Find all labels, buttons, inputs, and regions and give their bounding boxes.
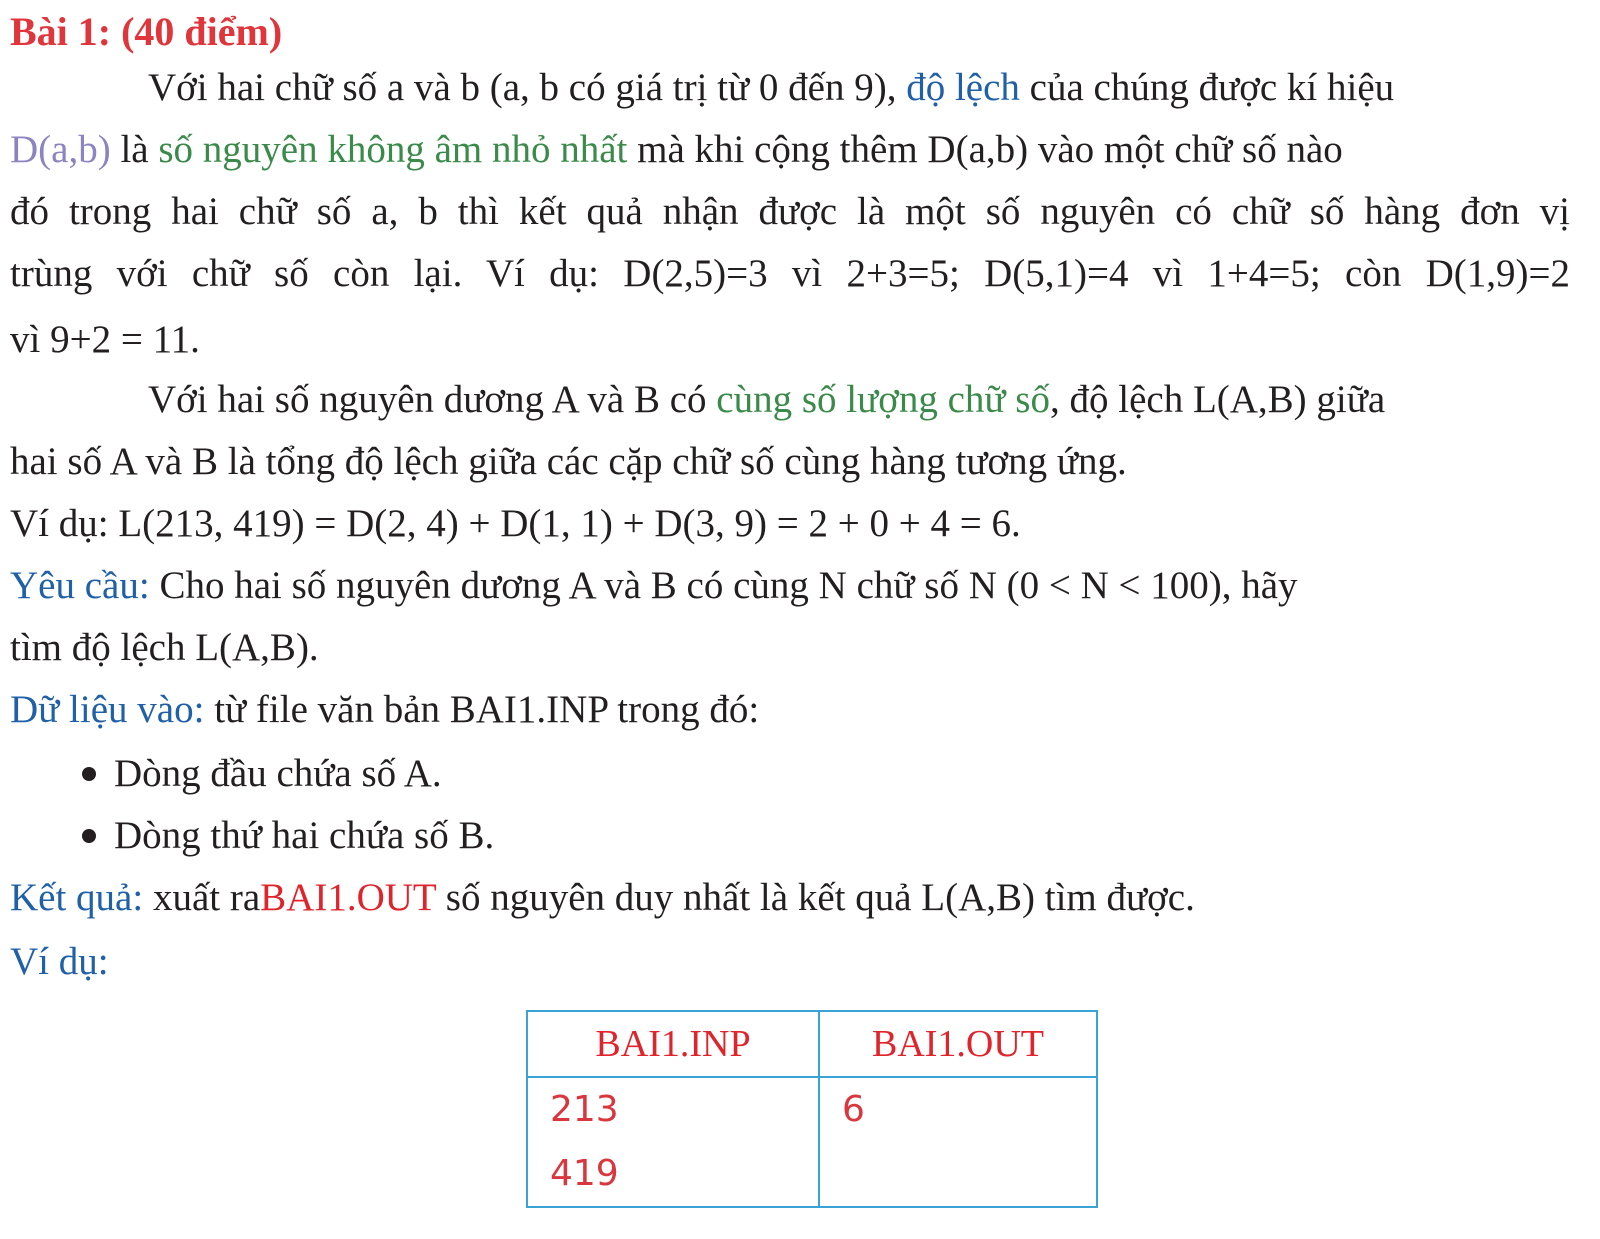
- paragraph2-example: Ví dụ: L(213, 419) = D(2, 4) + D(1, 1) + D(3, 9) = 2 + 0 + 4 = 6.: [10, 502, 1021, 545]
- table-header-row: [527, 1011, 1097, 1077]
- paragraph2-line2: hai số A và B là tổng độ lệch giữa các cặp chữ số cùng hàng tương ứng.: [10, 440, 1127, 483]
- example-heading: [10, 938, 109, 986]
- text: Cho hai số nguyên dương A và B có cùng N chữ số N (0 < N < 100), hãy: [149, 564, 1298, 607]
- text: Với hai số nguyên dương A và B có: [148, 378, 717, 421]
- input-value-b: 419: [550, 1153, 619, 1194]
- text: , độ lệch L(A,B) giữa: [1049, 378, 1386, 421]
- bullet-icon: [82, 829, 96, 843]
- bullet-text: Dòng đầu chứa số A.: [114, 752, 442, 795]
- paragraph1-line5: vì 9+2 = 11.: [10, 318, 200, 361]
- paragraph1-line4: trùng với chữ số còn lại. Ví dụ: D(2,5)=3 vì 2+3=5; D(5,1)=4 vì 1+4=5; còn D(1,9)=2: [10, 252, 1570, 295]
- output-spec: [10, 874, 1195, 922]
- header-output-file: BAI1.OUT: [819, 1011, 1097, 1077]
- term-same-digit-count: cùng số lượng chữ số: [716, 378, 1050, 421]
- text: của chúng được kí hiệu: [1019, 66, 1395, 109]
- output-label: Kết quả:: [10, 876, 144, 919]
- requirement-label: Yêu cầu:: [10, 564, 150, 607]
- table-row: [527, 1077, 1097, 1207]
- paragraph1-line2: [10, 126, 1343, 174]
- cell-input: [527, 1077, 819, 1207]
- text: mà khi cộng thêm D(a,b) vào một chữ số nào: [627, 128, 1343, 171]
- text: Với hai chữ số a và b (a, b có giá trị từ 0 đến 9),: [148, 66, 907, 109]
- bullet-item: [82, 750, 442, 798]
- notation-dab: D(a,b): [10, 128, 111, 171]
- paragraph1-line1: [148, 64, 1394, 112]
- input-value-a: 213: [550, 1089, 619, 1130]
- bullet-text: Dòng thứ hai chứa số B.: [114, 814, 495, 857]
- text: từ file văn bản BAI1.INP trong đó:: [204, 688, 760, 731]
- output-value: 6: [842, 1089, 865, 1130]
- term-do-lech: độ lệch: [906, 66, 1020, 109]
- cell-output: [819, 1077, 1097, 1207]
- output-filename: BAI1.OUT: [260, 876, 437, 919]
- bullet-item: [82, 812, 494, 860]
- paragraph1-line3: đó trong hai chữ số a, b thì kết quả nhận được là một số nguyên có chữ số hàng đơn vị: [10, 190, 1570, 233]
- text: số nguyên duy nhất là kết quả L(A,B) tìm được.: [436, 876, 1195, 919]
- input-spec: [10, 686, 759, 734]
- bullet-icon: [82, 767, 96, 781]
- requirement-line2: tìm độ lệch L(A,B).: [10, 626, 319, 669]
- header-input-file: BAI1.INP: [527, 1011, 819, 1077]
- paragraph2-line1: [148, 376, 1385, 424]
- input-label: Dữ liệu vào:: [10, 688, 205, 731]
- text: là: [110, 128, 159, 171]
- example-table: [526, 1010, 1098, 1208]
- text: xuất ra: [143, 876, 261, 919]
- problem-title: Bài 1: (40 điểm): [10, 9, 283, 54]
- requirement-line1: [10, 562, 1298, 610]
- example-label: Ví dụ:: [10, 940, 109, 983]
- term-smallest-nonneg: số nguyên không âm nhỏ nhất: [158, 128, 628, 171]
